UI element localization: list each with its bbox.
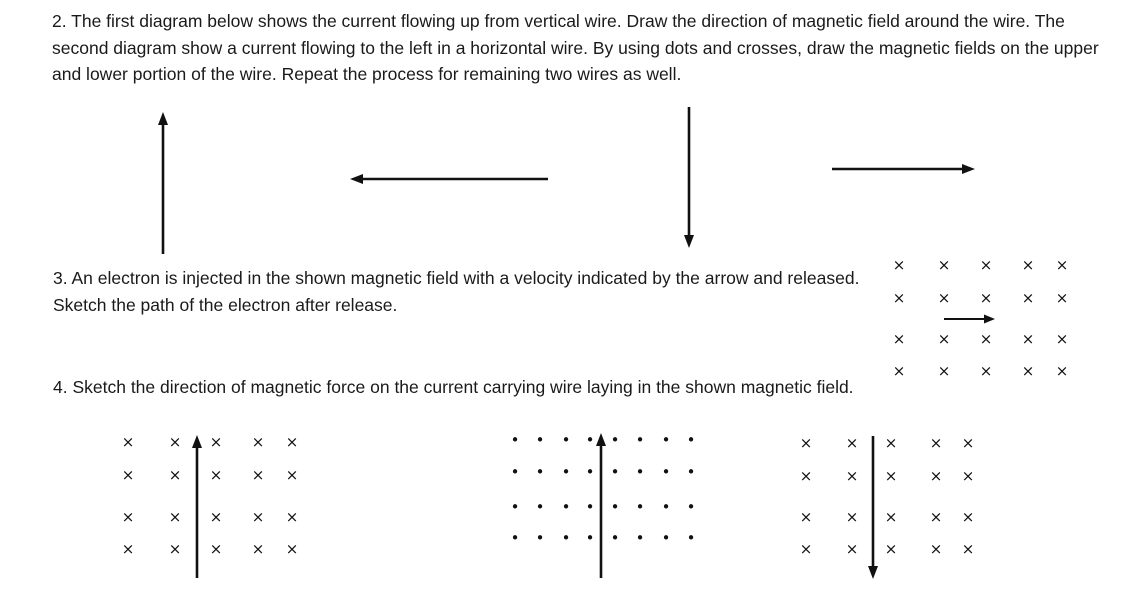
field-cross-symbol: ×	[929, 508, 943, 526]
field-dot-symbol: •	[585, 498, 595, 516]
field-cross-symbol: ×	[929, 467, 943, 485]
field-cross-symbol: ×	[251, 433, 265, 451]
field-cross-symbol: ×	[168, 508, 182, 526]
field-cross-symbol: ×	[1021, 330, 1035, 348]
field-dot-symbol: •	[686, 431, 696, 449]
field-cross-symbol: ×	[884, 434, 898, 452]
field-dot-symbol: •	[686, 463, 696, 481]
field-cross-symbol: ×	[209, 433, 223, 451]
field-dot-symbol: •	[610, 431, 620, 449]
q4-diagram-1-wire	[192, 435, 202, 578]
field-dot-symbol: •	[535, 463, 545, 481]
field-cross-symbol: ×	[979, 289, 993, 307]
field-cross-symbol: ×	[961, 508, 975, 526]
question-3-text: 3. An electron is injected in the shown magnetic field with a velocity indicated by the arrow and released. Sketch the path of the electron after release.	[53, 268, 860, 315]
field-cross-symbol: ×	[884, 467, 898, 485]
arrowhead-up-icon	[596, 433, 606, 446]
field-cross-symbol: ×	[937, 330, 951, 348]
field-dot-symbol: •	[661, 431, 671, 449]
field-dot-symbol: •	[561, 498, 571, 516]
field-cross-symbol: ×	[1055, 289, 1069, 307]
field-cross-symbol: ×	[1021, 289, 1035, 307]
field-cross-symbol: ×	[937, 289, 951, 307]
field-cross-symbol: ×	[961, 434, 975, 452]
q2-wire-left	[350, 174, 548, 184]
field-dot-symbol: •	[535, 431, 545, 449]
field-cross-symbol: ×	[121, 433, 135, 451]
field-cross-symbol: ×	[121, 540, 135, 558]
field-cross-symbol: ×	[285, 433, 299, 451]
field-cross-symbol: ×	[168, 540, 182, 558]
field-dot-symbol: •	[535, 498, 545, 516]
q4-diagram-3-wire	[868, 436, 878, 579]
field-cross-symbol: ×	[1021, 256, 1035, 274]
field-dot-symbol: •	[510, 498, 520, 516]
field-cross-symbol: ×	[845, 540, 859, 558]
field-cross-symbol: ×	[251, 508, 265, 526]
field-cross-symbol: ×	[929, 540, 943, 558]
question-2-text: 2. The first diagram below shows the current flowing up from vertical wire. Draw the direction of magnetic field around the wire. The second diagram show a current flowing to the left in a horizontal wire. By using dots and crosses, draw the magnetic fields on the upper and lower portion of the wire. Repeat the process for remaining two wires as well.	[52, 11, 1099, 84]
field-cross-symbol: ×	[961, 467, 975, 485]
arrowhead-up-icon	[192, 435, 202, 448]
q4-diagram-1-field	[122, 433, 299, 558]
field-cross-symbol: ×	[168, 433, 182, 451]
field-dot-symbol: •	[661, 463, 671, 481]
field-cross-symbol: ×	[892, 362, 906, 380]
q3-velocity-arrow	[944, 315, 995, 324]
q2-wire-right	[832, 164, 975, 174]
field-dot-symbol: •	[610, 463, 620, 481]
q2-wire-up	[158, 112, 168, 254]
field-cross-symbol: ×	[845, 434, 859, 452]
field-dot-symbol: •	[610, 529, 620, 547]
field-cross-symbol: ×	[799, 467, 813, 485]
field-cross-symbol: ×	[121, 466, 135, 484]
field-cross-symbol: ×	[884, 508, 898, 526]
field-cross-symbol: ×	[892, 289, 906, 307]
q4-diagram-2-wire	[596, 433, 606, 578]
arrowhead-left-icon	[350, 174, 363, 184]
arrowhead-right-icon	[962, 164, 975, 174]
field-cross-symbol: ×	[285, 466, 299, 484]
field-cross-symbol: ×	[251, 466, 265, 484]
field-cross-symbol: ×	[979, 256, 993, 274]
q4-diagram-3-field	[800, 434, 975, 558]
field-dot-symbol: •	[561, 463, 571, 481]
field-cross-symbol: ×	[251, 540, 265, 558]
field-cross-symbol: ×	[892, 330, 906, 348]
field-dot-symbol: •	[585, 431, 595, 449]
field-dot-symbol: •	[686, 498, 696, 516]
field-cross-symbol: ×	[121, 508, 135, 526]
q4-diagram-2-field	[511, 431, 696, 547]
field-dot-symbol: •	[510, 431, 520, 449]
field-cross-symbol: ×	[799, 434, 813, 452]
field-cross-symbol: ×	[799, 540, 813, 558]
field-cross-symbol: ×	[979, 362, 993, 380]
field-dot-symbol: •	[635, 529, 645, 547]
field-dot-symbol: •	[585, 529, 595, 547]
field-cross-symbol: ×	[209, 466, 223, 484]
arrowhead-right-icon	[984, 315, 995, 324]
field-cross-symbol: ×	[285, 540, 299, 558]
field-dot-symbol: •	[510, 529, 520, 547]
question-4-text: 4. Sketch the direction of magnetic force on the current carrying wire laying in the shown magnetic field.	[53, 377, 854, 397]
field-dot-symbol: •	[610, 498, 620, 516]
field-dot-symbol: •	[561, 431, 571, 449]
field-dot-symbol: •	[535, 529, 545, 547]
field-dot-symbol: •	[635, 431, 645, 449]
field-dot-symbol: •	[661, 529, 671, 547]
field-cross-symbol: ×	[937, 256, 951, 274]
field-dot-symbol: •	[585, 463, 595, 481]
arrowhead-down-icon	[868, 566, 878, 579]
field-cross-symbol: ×	[168, 466, 182, 484]
field-cross-symbol: ×	[209, 540, 223, 558]
field-cross-symbol: ×	[929, 434, 943, 452]
q2-wire-down	[684, 107, 694, 248]
field-cross-symbol: ×	[845, 467, 859, 485]
field-cross-symbol: ×	[799, 508, 813, 526]
field-dot-symbol: •	[686, 529, 696, 547]
field-cross-symbol: ×	[961, 540, 975, 558]
field-cross-symbol: ×	[1055, 330, 1069, 348]
field-cross-symbol: ×	[1055, 362, 1069, 380]
field-dot-symbol: •	[635, 498, 645, 516]
field-dot-symbol: •	[635, 463, 645, 481]
field-dot-symbol: •	[661, 498, 671, 516]
field-cross-symbol: ×	[937, 362, 951, 380]
field-cross-symbol: ×	[892, 256, 906, 274]
field-cross-symbol: ×	[979, 330, 993, 348]
field-dot-symbol: •	[561, 529, 571, 547]
field-cross-symbol: ×	[1021, 362, 1035, 380]
field-cross-symbol: ×	[209, 508, 223, 526]
arrowhead-down-icon	[684, 235, 694, 248]
field-dot-symbol: •	[510, 463, 520, 481]
field-cross-symbol: ×	[884, 540, 898, 558]
field-cross-symbol: ×	[285, 508, 299, 526]
field-cross-symbol: ×	[1055, 256, 1069, 274]
field-cross-symbol: ×	[845, 508, 859, 526]
arrowhead-up-icon	[158, 112, 168, 125]
